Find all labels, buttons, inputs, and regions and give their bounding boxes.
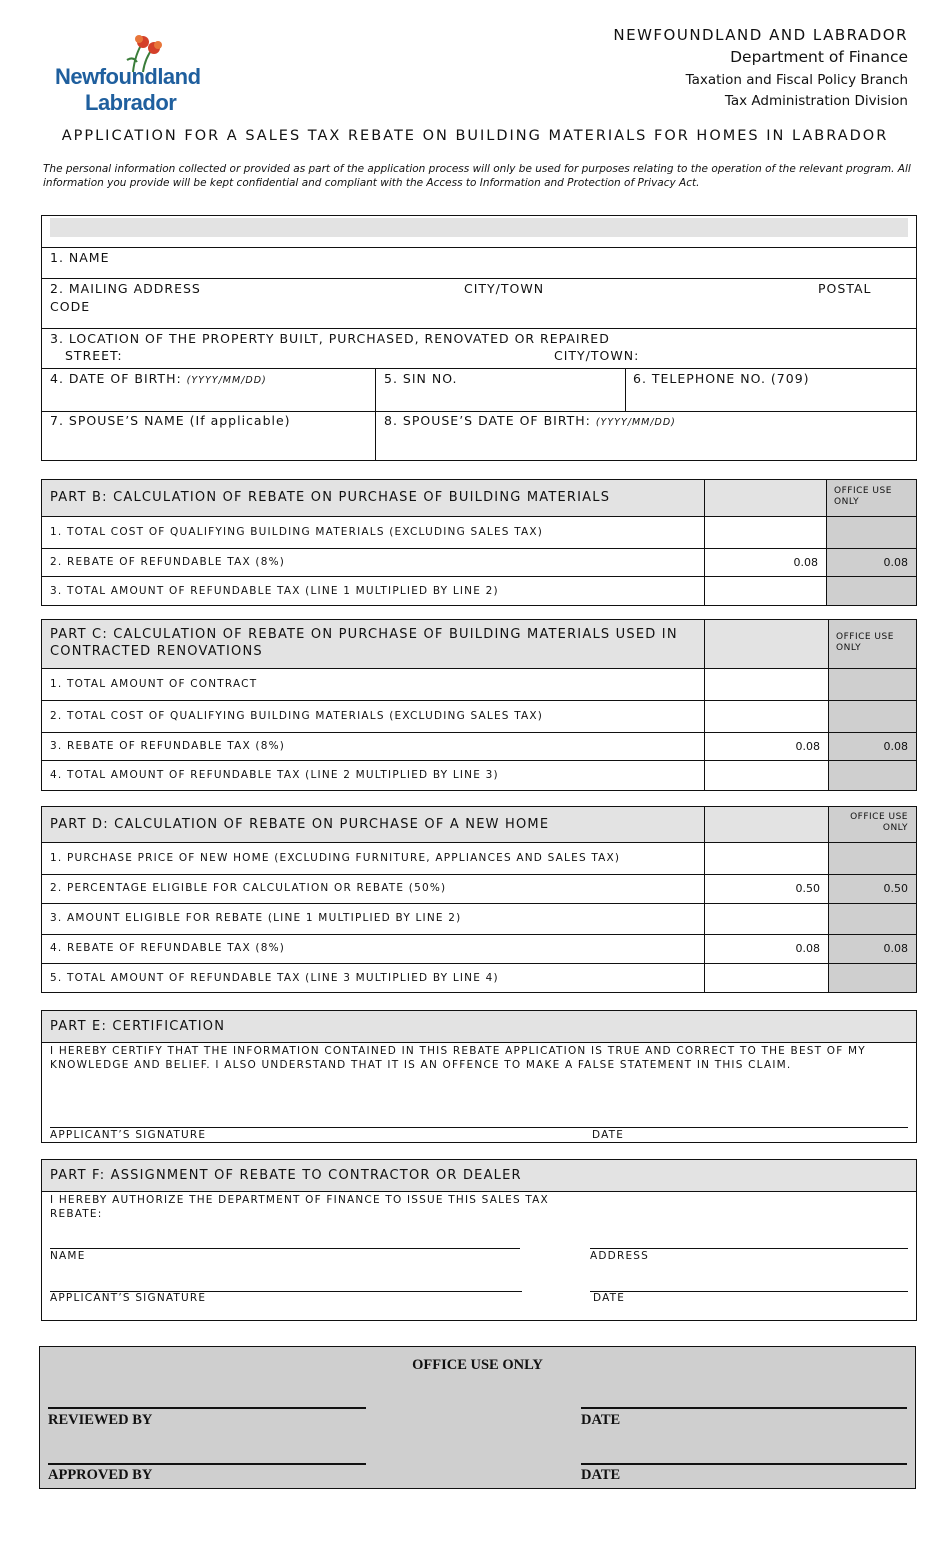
part-c-office-label	[836, 632, 894, 654]
table-row	[42, 668, 916, 700]
part-d-office-label	[828, 812, 908, 834]
part-c-title	[50, 626, 678, 660]
part-b-row2-value[interactable]: 0.08	[793, 556, 818, 569]
spouse-dob-format: (YYYY/MM/DD)	[595, 417, 676, 428]
date-line[interactable]	[581, 1407, 907, 1409]
part-d-title: PART D: CALCULATION OF REBATE ON PURCHASE OF A NEW HOME	[50, 817, 550, 832]
table-row	[42, 732, 916, 760]
province-name: NEWFOUNDLAND AND LABRADOR	[613, 26, 908, 44]
dob-label	[50, 371, 267, 386]
property-location-label: 3. LOCATION OF THE PROPERTY BUILT, PURCHASED, RENOVATED OR REPAIRED	[50, 331, 610, 346]
approved-by-label: APPROVED BY	[48, 1467, 153, 1483]
part-d-row4-label: 4. REBATE OF REFUNDABLE TAX (8%)	[50, 942, 286, 954]
part-f-statement-line1: I HEREBY AUTHORIZE THE DEPARTMENT OF FINANCE TO ISSUE THIS SALES TAX	[50, 1194, 549, 1206]
reviewed-by-label: REVIEWED BY	[48, 1412, 153, 1428]
office-label-line1: OFFICE USE	[836, 632, 894, 642]
postal-code-label: CODE	[50, 299, 91, 314]
part-b-row2-label: 2. REBATE OF REFUNDABLE TAX (8%)	[50, 556, 286, 568]
table-row	[42, 700, 916, 732]
table-row	[42, 874, 916, 903]
spouse-dob-label	[384, 413, 676, 428]
part-d-row5-label: 5. TOTAL AMOUNT OF REFUNDABLE TAX (LINE 3 MULTIPLIED BY LINE 4)	[50, 972, 499, 984]
branch-name: Taxation and Fiscal Policy Branch	[685, 72, 908, 88]
part-b-title: PART B: CALCULATION OF REBATE ON PURCHASE OF BUILDING MATERIALS	[50, 490, 611, 505]
part-d-row4-value[interactable]: 0.08	[795, 942, 820, 955]
part-c-header-row	[42, 620, 916, 668]
date-label: DATE	[581, 1412, 621, 1428]
date-line[interactable]	[581, 1463, 907, 1465]
date-line[interactable]	[590, 1291, 908, 1292]
date-label: DATE	[593, 1292, 626, 1304]
table-row	[42, 934, 916, 963]
part-a-header-bar	[50, 218, 908, 237]
part-d-header-row	[42, 807, 916, 842]
part-c-row3-label: 3. REBATE OF REFUNDABLE TAX (8%)	[50, 740, 286, 752]
postal-label: POSTAL	[818, 281, 872, 296]
part-f-assignment	[41, 1159, 917, 1321]
street-label: STREET:	[65, 348, 123, 363]
property-city-label: CITY/TOWN:	[554, 348, 640, 363]
part-b-row2-office: 0.08	[883, 556, 908, 569]
part-a-applicant-info	[41, 215, 917, 461]
part-e-header-row	[42, 1011, 916, 1043]
part-d-row3-label: 3. AMOUNT ELIGIBLE FOR REBATE (LINE 1 MULTIPLIED BY LINE 2)	[50, 912, 462, 924]
name-label: 1. NAME	[50, 250, 110, 265]
part-b-row3-label: 3. TOTAL AMOUNT OF REFUNDABLE TAX (LINE 1 MULTIPLIED BY LINE 2)	[50, 585, 499, 597]
part-c-title-line2: CONTRACTED RENOVATIONS	[50, 644, 263, 659]
office-label-line2: ONLY	[836, 643, 862, 653]
dob-format: (YYYY/MM/DD)	[186, 375, 267, 386]
spouse-dob-label-text: 8. SPOUSE’S DATE OF BIRTH:	[384, 413, 591, 428]
part-d-table	[41, 806, 917, 993]
part-d-row2-label: 2. PERCENTAGE ELIGIBLE FOR CALCULATION OR REBATE (50%)	[50, 882, 447, 894]
part-c-row2-label: 2. TOTAL COST OF QUALIFYING BUILDING MATERIALS (EXCLUDING SALES TAX)	[50, 710, 544, 722]
part-f-title: PART F: ASSIGNMENT OF REBATE TO CONTRACTOR OR DEALER	[50, 1168, 522, 1183]
part-c-row3-value[interactable]: 0.08	[795, 740, 820, 753]
part-b-header-row	[42, 480, 916, 516]
address-label: ADDRESS	[590, 1250, 650, 1262]
part-f-statement-line2: REBATE:	[50, 1208, 103, 1220]
table-row	[42, 516, 916, 548]
table-row	[42, 963, 916, 993]
dob-label-text: 4. DATE OF BIRTH:	[50, 371, 182, 386]
form-title: APPLICATION FOR A SALES TAX REBATE ON BUILDING MATERIALS FOR HOMES IN LABRADOR	[61, 128, 889, 144]
part-c-row1-label: 1. TOTAL AMOUNT OF CONTRACT	[50, 678, 258, 690]
logo-text-newfoundland: Newfoundland	[55, 64, 201, 89]
part-b-table	[41, 479, 917, 606]
part-f-statement	[50, 1193, 549, 1221]
part-d-row2-office: 0.50	[883, 882, 908, 895]
date-label: DATE	[581, 1467, 621, 1483]
department-name: Department of Finance	[730, 48, 908, 66]
table-row	[42, 760, 916, 790]
office-label-line1: OFFICE USE	[834, 486, 892, 496]
part-c-row4-label: 4. TOTAL AMOUNT OF REFUNDABLE TAX (LINE 2 MULTIPLIED BY LINE 3)	[50, 769, 499, 781]
part-e-statement-line2: KNOWLEDGE AND BELIEF. I ALSO UNDERSTAND THAT IT IS AN OFFENCE TO MAKE A FALSE STATEMENT IN THIS CLAIM.	[50, 1059, 792, 1071]
reviewed-by-line[interactable]	[48, 1407, 366, 1409]
date-label: DATE	[592, 1129, 625, 1141]
office-label-line2: ONLY	[882, 823, 908, 833]
mailing-address-label: 2. MAILING ADDRESS	[50, 281, 201, 296]
sin-label: 5. SIN NO.	[384, 371, 458, 386]
city-town-label: CITY/TOWN	[464, 281, 545, 296]
table-row	[42, 903, 916, 934]
part-e-certification	[41, 1010, 917, 1143]
part-c-title-line1: PART C: CALCULATION OF REBATE ON PURCHASE OF BUILDING MATERIALS USED IN	[50, 627, 678, 642]
applicant-signature-label: APPLICANT’S SIGNATURE	[50, 1292, 207, 1304]
part-e-statement	[50, 1044, 866, 1072]
table-row	[42, 842, 916, 874]
office-label-line1: OFFICE USE	[850, 812, 908, 822]
name-line[interactable]	[50, 1248, 520, 1249]
part-b-office-label	[834, 486, 892, 508]
part-e-statement-line1: I HEREBY CERTIFY THAT THE INFORMATION CONTAINED IN THIS REBATE APPLICATION IS TRUE AND CORRECT TO THE BEST OF MY	[50, 1045, 866, 1057]
signature-line[interactable]	[50, 1127, 908, 1128]
part-d-row1-label: 1. PURCHASE PRICE OF NEW HOME (EXCLUDING FURNITURE, APPLIANCES AND SALES TAX)	[50, 852, 621, 864]
table-row	[42, 548, 916, 576]
spouse-name-label: 7. SPOUSE’S NAME (If applicable)	[50, 413, 291, 428]
telephone-label: 6. TELEPHONE NO. (709)	[633, 371, 810, 386]
part-e-title: PART E: CERTIFICATION	[50, 1019, 226, 1034]
name-label: NAME	[50, 1250, 86, 1262]
nl-logo	[55, 34, 215, 118]
part-d-row2-value[interactable]: 0.50	[795, 882, 820, 895]
office-label-line2: ONLY	[834, 497, 860, 507]
logo-text-labrador: Labrador	[85, 90, 177, 115]
part-b-row1-label: 1. TOTAL COST OF QUALIFYING BUILDING MATERIALS (EXCLUDING SALES TAX)	[50, 526, 544, 538]
part-d-row4-office: 0.08	[883, 942, 908, 955]
office-use-only-box	[39, 1346, 916, 1489]
applicant-signature-label: APPLICANT’S SIGNATURE	[50, 1129, 207, 1141]
address-line[interactable]	[590, 1248, 908, 1249]
part-c-table	[41, 619, 917, 791]
approved-by-line[interactable]	[48, 1463, 366, 1465]
table-row	[42, 576, 916, 606]
office-use-title: OFFICE USE ONLY	[412, 1357, 543, 1373]
division-name: Tax Administration Division	[724, 93, 908, 109]
privacy-notice: The personal information collected or provided as part of the application process will only be used for purposes relating to the operation of the relevant program. All information you provide will be kept confidential and compliant with the Access to Information and Protection of Privacy Act.	[43, 163, 911, 189]
part-f-header-row	[42, 1160, 916, 1192]
part-c-row3-office: 0.08	[883, 740, 908, 753]
